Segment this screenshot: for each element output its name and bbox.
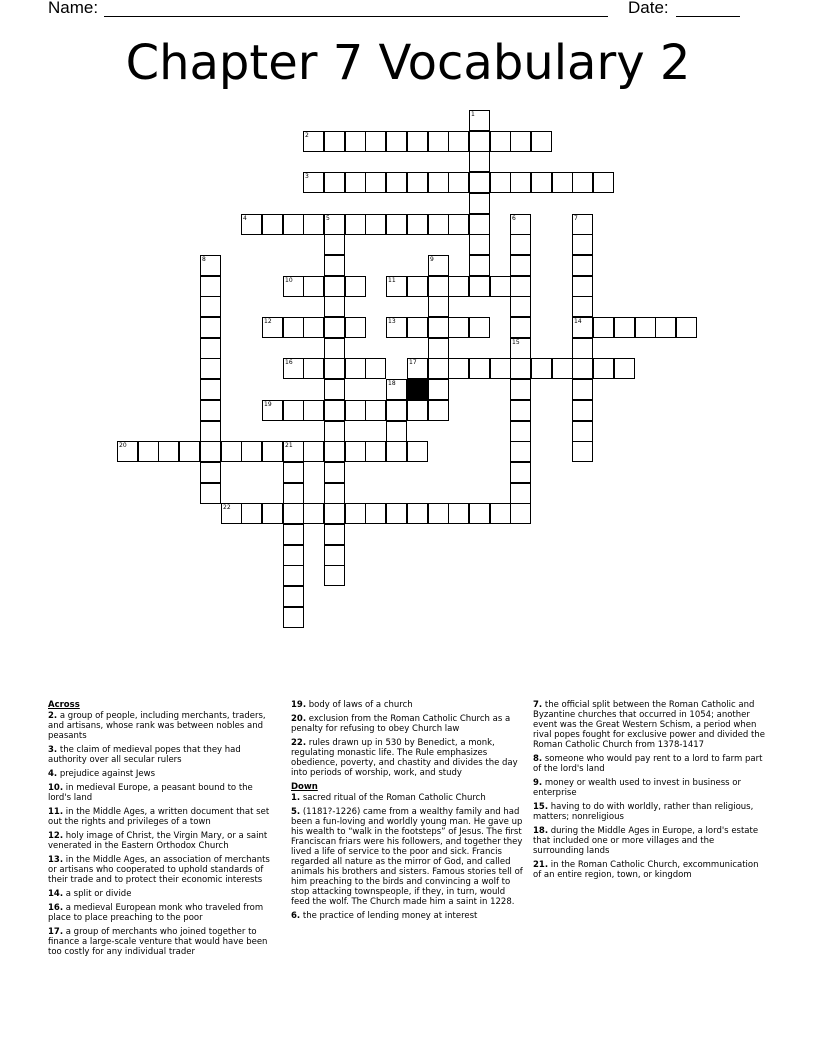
clue-number: 4. [48, 769, 58, 779]
clue [48, 807, 278, 827]
grid-cell[interactable] [510, 172, 531, 193]
grid-cell[interactable] [428, 214, 449, 235]
grid-cell[interactable] [407, 317, 428, 338]
grid-cell[interactable] [283, 276, 304, 297]
clue [48, 855, 278, 885]
grid-cell[interactable] [283, 358, 304, 379]
grid-cell[interactable] [407, 503, 428, 524]
cell-number: 4 [243, 215, 247, 222]
cell-number: 10 [285, 277, 293, 284]
grid-cell[interactable] [283, 524, 304, 545]
cell-number: 5 [326, 215, 330, 222]
cell-number: 7 [574, 215, 578, 222]
grid-cell[interactable] [490, 276, 511, 297]
grid-cell[interactable] [283, 545, 304, 566]
clue [48, 783, 278, 803]
grid-cell[interactable] [490, 131, 511, 152]
grid-cell[interactable] [262, 441, 283, 462]
clue [48, 903, 278, 923]
grid-cell[interactable] [572, 296, 593, 317]
grid-cell[interactable] [283, 607, 304, 628]
clue-text: (1181?-1226) came from a wealthy family and had been a fun-loving and worldly young man. He gave up his wealth to “walk in the footsteps” of Jesus. The first Franciscan friars were his followers, and together they lived a life of service to the poor and sick. Francis regarded all nature as the mirror of God, and called animals his brothers and sisters. Famous stories tell of him preaching to the birds and convincing a wolf to stop attacking townspeople, if they, in turn, would feed the wolf. The Church made him a saint in 1228. [291, 807, 523, 907]
clue-text: in the Middle Ages, a written document that set out the rights and privileges of a town [48, 807, 270, 827]
clue-text: in medieval Europe, a peasant bound to the lord's land [48, 783, 253, 803]
grid-cell[interactable] [324, 441, 345, 462]
grid-cell[interactable] [303, 503, 324, 524]
grid-cell[interactable] [428, 296, 449, 317]
grid-cell[interactable] [200, 317, 221, 338]
grid-cell[interactable] [428, 503, 449, 524]
grid-cell[interactable] [386, 214, 407, 235]
clue-number: 17. [48, 927, 64, 937]
grid-cell[interactable] [283, 565, 304, 586]
clue-text: prejudice against Jews [57, 769, 156, 779]
grid-cell[interactable] [324, 255, 345, 276]
grid-cell[interactable] [365, 441, 386, 462]
grid-cell[interactable] [469, 358, 490, 379]
grid-cell[interactable] [469, 172, 490, 193]
clue-text: the practice of lending money at interest [300, 911, 478, 921]
grid-cell[interactable] [510, 234, 531, 255]
grid-cell[interactable] [303, 441, 324, 462]
clue [48, 745, 278, 765]
cell-number: 22 [223, 504, 231, 511]
grid-cell[interactable] [117, 441, 138, 462]
grid-cell[interactable] [490, 503, 511, 524]
grid-cell[interactable] [345, 214, 366, 235]
grid-cell[interactable] [448, 276, 469, 297]
clue-number: 3. [48, 745, 58, 755]
cell-number: 11 [388, 277, 396, 284]
grid-cell[interactable] [510, 400, 531, 421]
grid-cell[interactable] [552, 172, 573, 193]
grid-cell[interactable] [324, 276, 345, 297]
grid-cell[interactable] [324, 317, 345, 338]
grid-cell[interactable] [469, 193, 490, 214]
grid-cell[interactable] [283, 503, 304, 524]
grid-cell[interactable] [510, 483, 531, 504]
grid-cell[interactable] [241, 503, 262, 524]
grid-cell[interactable] [386, 400, 407, 421]
clue-number: 12. [48, 831, 64, 841]
clue-number: 9. [533, 778, 543, 788]
cell-number: 2 [305, 132, 309, 139]
grid-cell[interactable] [407, 131, 428, 152]
clue [291, 700, 526, 710]
clue-number: 6. [291, 911, 301, 921]
grid-cell[interactable] [428, 276, 449, 297]
clues-column-3 [533, 700, 765, 884]
clue-number: 8. [533, 754, 543, 764]
clue-number: 19. [291, 700, 307, 710]
grid-cell[interactable] [469, 317, 490, 338]
grid-cell[interactable] [241, 214, 262, 235]
grid-cell[interactable] [407, 400, 428, 421]
grid-cell[interactable] [448, 214, 469, 235]
grid-cell[interactable] [365, 358, 386, 379]
grid-cell[interactable] [469, 214, 490, 235]
grid-cell[interactable] [345, 441, 366, 462]
clue-number: 13. [48, 855, 64, 865]
page-title: Chapter 7 Vocabulary 2 [125, 35, 691, 91]
grid-cell[interactable] [324, 483, 345, 504]
grid-cell[interactable] [324, 503, 345, 524]
grid-cell[interactable] [262, 214, 283, 235]
grid-cell[interactable] [324, 379, 345, 400]
grid-cell[interactable] [448, 503, 469, 524]
grid-cell[interactable] [386, 441, 407, 462]
clue-text: someone who would pay rent to a lord to farm part of the lord's land [533, 754, 763, 774]
date-label: Date: [628, 0, 669, 17]
grid-cell[interactable] [490, 172, 511, 193]
cell-number: 15 [512, 339, 520, 346]
clue-text: sacred ritual of the Roman Catholic Church [300, 793, 486, 803]
clue-text: exclusion from the Roman Catholic Church as a penalty for refusing to obey Church law [291, 714, 511, 734]
clue [533, 754, 765, 774]
grid-cell[interactable] [510, 462, 531, 483]
clue-text: a medieval European monk who traveled from place to place preaching to the poor [48, 903, 264, 923]
grid-cell[interactable] [283, 441, 304, 462]
grid-cell[interactable] [324, 462, 345, 483]
grid-cell[interactable] [572, 214, 593, 235]
grid-cell[interactable] [386, 421, 407, 442]
grid-cell[interactable] [593, 172, 614, 193]
clue [533, 826, 765, 856]
clue-text: a split or divide [63, 889, 132, 899]
grid-cell[interactable] [324, 172, 345, 193]
grid-cell[interactable] [428, 255, 449, 276]
clue-number: 21. [533, 860, 549, 870]
grid-cell[interactable] [365, 131, 386, 152]
clue-number: 16. [48, 903, 64, 913]
grid-cell[interactable] [262, 400, 283, 421]
grid-cell[interactable] [200, 276, 221, 297]
grid-cell[interactable] [428, 400, 449, 421]
clues-column-1 [48, 700, 278, 961]
grid-cell[interactable] [469, 255, 490, 276]
clue-text: rules drawn up in 530 by Benedict, a monk, regulating monastic life. The Rule emphasizes obedience, poverty, and chastity and divides the day into periods of worship, work, and study [291, 738, 518, 778]
cell-number: 16 [285, 359, 293, 366]
clue-number: 2. [48, 711, 58, 721]
grid-cell[interactable] [303, 131, 324, 152]
grid-cell[interactable] [200, 421, 221, 442]
grid-cell[interactable] [283, 214, 304, 235]
cell-number: 19 [264, 401, 272, 408]
clue-text: the claim of medieval popes that they had authority over all secular rulers [48, 745, 241, 765]
grid-cell[interactable] [303, 172, 324, 193]
grid-cell[interactable] [324, 524, 345, 545]
grid-cell[interactable] [428, 172, 449, 193]
grid-cell[interactable] [593, 358, 614, 379]
clue-text: a group of merchants who joined together to finance a large-scale venture that would have been too costly for any individual trader [48, 927, 268, 957]
cell-number: 21 [285, 442, 293, 449]
black-cell [407, 379, 428, 400]
grid-cell[interactable] [510, 441, 531, 462]
clue [291, 807, 526, 907]
grid-cell[interactable] [572, 379, 593, 400]
clue-number: 11. [48, 807, 64, 817]
clue-text: the official split between the Roman Catholic and Byzantine churches that occurred in 1054; another event was the Great Western Schism, a period when rival popes fought for exclusive power and divided the Roman Catholic Church from 1378-1417 [533, 700, 765, 750]
grid-cell[interactable] [200, 255, 221, 276]
grid-cell[interactable] [448, 172, 469, 193]
grid-cell[interactable] [283, 462, 304, 483]
grid-cell[interactable] [283, 317, 304, 338]
cell-number: 17 [409, 359, 417, 366]
grid-cell[interactable] [303, 358, 324, 379]
grid-cell[interactable] [572, 255, 593, 276]
grid-cell[interactable] [407, 358, 428, 379]
clue-number: 5. [291, 807, 301, 817]
grid-cell[interactable] [365, 172, 386, 193]
grid-cell[interactable] [510, 276, 531, 297]
grid-cell[interactable] [303, 317, 324, 338]
grid-cell[interactable] [428, 338, 449, 359]
grid-cell[interactable] [510, 358, 531, 379]
grid-cell[interactable] [365, 400, 386, 421]
grid-cell[interactable] [531, 131, 552, 152]
grid-cell[interactable] [407, 276, 428, 297]
grid-cell[interactable] [469, 234, 490, 255]
grid-cell[interactable] [510, 338, 531, 359]
grid-cell[interactable] [510, 131, 531, 152]
cell-number: 12 [264, 318, 272, 325]
cell-number: 18 [388, 380, 396, 387]
clue-text: holy image of Christ, the Virgin Mary, or a saint venerated in the Eastern Orthodox Church [48, 831, 268, 851]
clue [291, 738, 526, 778]
grid-cell[interactable] [283, 586, 304, 607]
grid-cell[interactable] [448, 131, 469, 152]
grid-cell[interactable] [676, 317, 697, 338]
grid-cell[interactable] [221, 441, 242, 462]
grid-cell[interactable] [262, 503, 283, 524]
grid-cell[interactable] [469, 110, 490, 131]
grid-cell[interactable] [428, 358, 449, 379]
grid-cell[interactable] [510, 503, 531, 524]
clue-text: body of laws of a church [306, 700, 413, 710]
clue-number: 14. [48, 889, 64, 899]
grid-cell[interactable] [365, 214, 386, 235]
clue [533, 860, 765, 880]
grid-cell[interactable] [572, 276, 593, 297]
grid-cell[interactable] [510, 379, 531, 400]
grid-cell[interactable] [572, 400, 593, 421]
grid-cell[interactable] [614, 358, 635, 379]
grid-cell[interactable] [407, 172, 428, 193]
grid-cell[interactable] [324, 400, 345, 421]
grid-cell[interactable] [428, 379, 449, 400]
grid-cell[interactable] [428, 317, 449, 338]
grid-cell[interactable] [428, 131, 449, 152]
grid-cell[interactable] [345, 131, 366, 152]
grid-cell[interactable] [365, 503, 386, 524]
grid-cell[interactable] [345, 503, 366, 524]
grid-cell[interactable] [593, 317, 614, 338]
grid-cell[interactable] [510, 296, 531, 317]
grid-cell[interactable] [510, 317, 531, 338]
grid-cell[interactable] [345, 400, 366, 421]
clue-text: a group of people, including merchants, traders, and artisans, whose rank was between nobles and peasants [48, 711, 266, 741]
grid-cell[interactable] [469, 503, 490, 524]
grid-cell[interactable] [221, 503, 242, 524]
grid-cell[interactable] [572, 317, 593, 338]
grid-cell[interactable] [386, 317, 407, 338]
grid-cell[interactable] [469, 151, 490, 172]
clue [48, 831, 278, 851]
clue-number: 18. [533, 826, 549, 836]
grid-cell[interactable] [303, 276, 324, 297]
grid-cell[interactable] [324, 421, 345, 442]
cell-number: 1 [471, 111, 475, 118]
grid-cell[interactable] [407, 214, 428, 235]
grid-cell[interactable] [200, 483, 221, 504]
clue-number: 1. [291, 793, 301, 803]
grid-cell[interactable] [179, 441, 200, 462]
cell-number: 9 [430, 256, 434, 263]
across-heading: Across [48, 700, 80, 710]
grid-cell[interactable] [552, 358, 573, 379]
cell-number: 13 [388, 318, 396, 325]
grid-cell[interactable] [200, 296, 221, 317]
grid-cell[interactable] [324, 565, 345, 586]
grid-cell[interactable] [572, 441, 593, 462]
grid-cell[interactable] [324, 131, 345, 152]
grid-cell[interactable] [572, 421, 593, 442]
grid-cell[interactable] [386, 379, 407, 400]
grid-cell[interactable] [324, 234, 345, 255]
name-label: Name: [48, 0, 99, 17]
grid-cell[interactable] [614, 317, 635, 338]
grid-cell[interactable] [572, 234, 593, 255]
grid-cell[interactable] [655, 317, 676, 338]
clue [533, 778, 765, 798]
grid-cell[interactable] [303, 214, 324, 235]
grid-cell[interactable] [200, 338, 221, 359]
grid-cell[interactable] [345, 172, 366, 193]
cell-number: 14 [574, 318, 582, 325]
clue-number: 10. [48, 783, 64, 793]
grid-cell[interactable] [345, 358, 366, 379]
grid-cell[interactable] [448, 317, 469, 338]
grid-cell[interactable] [386, 131, 407, 152]
cell-number: 20 [119, 442, 127, 449]
grid-cell[interactable] [510, 421, 531, 442]
clue [48, 889, 278, 899]
grid-cell[interactable] [572, 338, 593, 359]
grid-cell[interactable] [469, 131, 490, 152]
clue [48, 769, 278, 779]
grid-cell[interactable] [200, 441, 221, 462]
clue [48, 711, 278, 741]
clue [533, 700, 765, 750]
grid-cell[interactable] [241, 441, 262, 462]
grid-cell[interactable] [510, 255, 531, 276]
grid-cell[interactable] [324, 338, 345, 359]
grid-cell[interactable] [469, 276, 490, 297]
clue-text: money or wealth used to invest in business or enterprise [533, 778, 742, 798]
grid-cell[interactable] [324, 358, 345, 379]
grid-cell[interactable] [345, 317, 366, 338]
grid-cell[interactable] [572, 172, 593, 193]
grid-cell[interactable] [572, 358, 593, 379]
grid-cell[interactable] [386, 276, 407, 297]
grid-cell[interactable] [200, 358, 221, 379]
clue-number: 20. [291, 714, 307, 724]
clue-number: 7. [533, 700, 543, 710]
grid-cell[interactable] [531, 358, 552, 379]
grid-cell[interactable] [324, 545, 345, 566]
grid-cell[interactable] [448, 358, 469, 379]
clue-number: 15. [533, 802, 549, 812]
clue [291, 793, 526, 803]
grid-cell[interactable] [386, 503, 407, 524]
grid-cell[interactable] [200, 379, 221, 400]
cell-number: 3 [305, 173, 309, 180]
cell-number: 6 [512, 215, 516, 222]
grid-cell[interactable] [386, 172, 407, 193]
grid-cell[interactable] [138, 441, 159, 462]
grid-cell[interactable] [200, 462, 221, 483]
clue-text: during the Middle Ages in Europe, a lord's estate that included one or more villages and the surrounding lands [533, 826, 759, 856]
cell-number: 8 [202, 256, 206, 263]
grid-cell[interactable] [407, 441, 428, 462]
grid-cell[interactable] [510, 214, 531, 235]
grid-cell[interactable] [490, 358, 511, 379]
grid-cell[interactable] [158, 441, 179, 462]
grid-cell[interactable] [303, 400, 324, 421]
grid-cell[interactable] [324, 214, 345, 235]
grid-cell[interactable] [262, 317, 283, 338]
clue [291, 714, 526, 734]
grid-cell[interactable] [200, 400, 221, 421]
grid-cell[interactable] [324, 296, 345, 317]
clue-text: in the Middle Ages, an association of merchants or artisans who cooperated to uphold standards of their trade and to protect their economic interests [48, 855, 270, 885]
grid-cell[interactable] [283, 400, 304, 421]
clue-text: having to do with worldly, rather than religious, matters; nonreligious [533, 802, 754, 822]
grid-cell[interactable] [345, 276, 366, 297]
down-heading: Down [291, 782, 318, 792]
clue [291, 911, 526, 921]
grid-cell[interactable] [531, 172, 552, 193]
clue-number: 22. [291, 738, 307, 748]
grid-cell[interactable] [283, 483, 304, 504]
grid-cell[interactable] [635, 317, 656, 338]
clue [48, 927, 278, 957]
clue [533, 802, 765, 822]
clues-column-2 [291, 700, 526, 925]
clue-text: in the Roman Catholic Church, excommunication of an entire region, town, or kingdom [533, 860, 759, 880]
